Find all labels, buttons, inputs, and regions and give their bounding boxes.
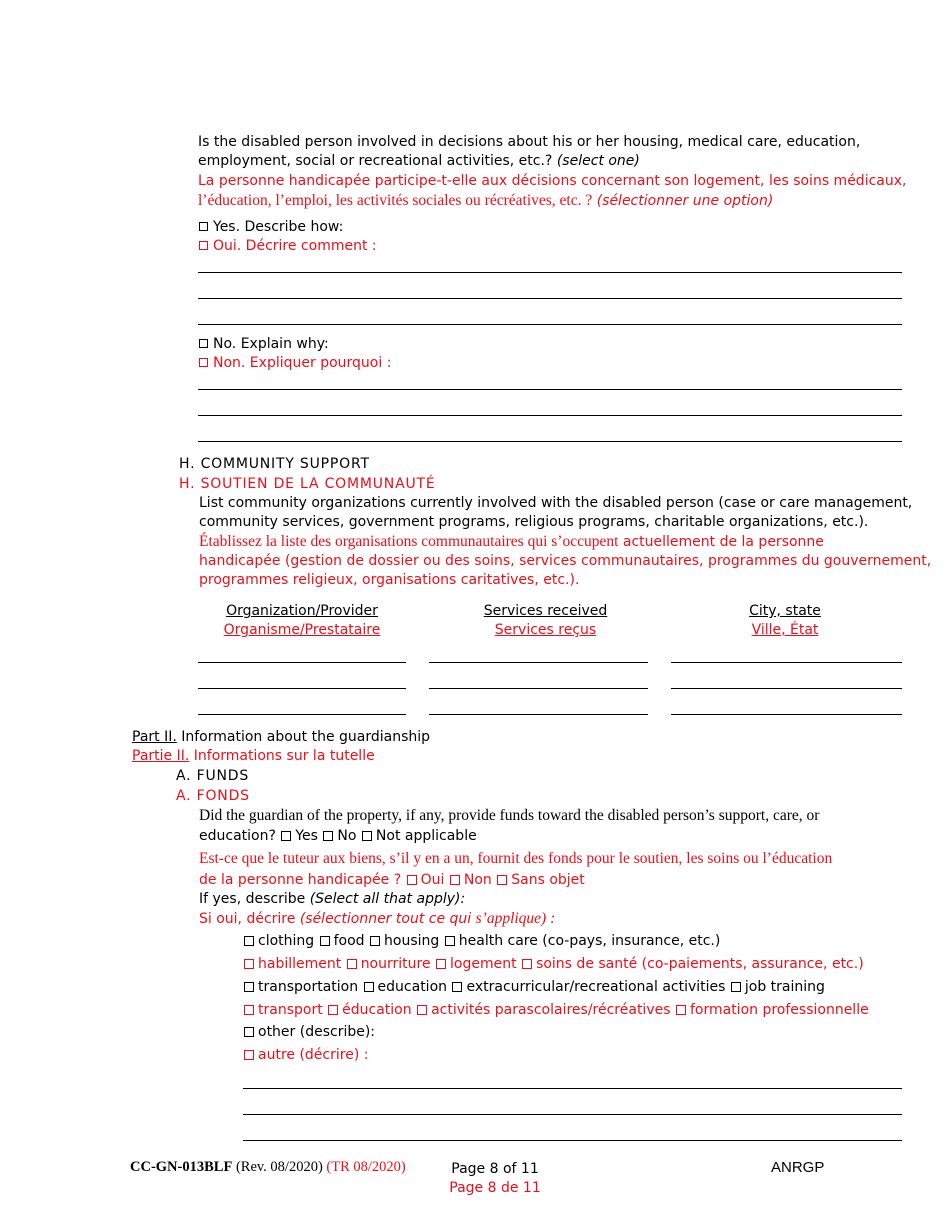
activites-parascolaires-checkbox[interactable] xyxy=(417,1005,427,1015)
extracurricular-checkbox[interactable] xyxy=(452,982,462,992)
yes-answer-line-3[interactable] xyxy=(198,324,902,325)
housing-checkbox[interactable] xyxy=(370,936,380,946)
food-checkbox[interactable] xyxy=(320,936,330,946)
non-checkbox[interactable] xyxy=(199,358,208,367)
col-header-services: Services received Services reçus xyxy=(483,603,608,638)
question-g-en xyxy=(198,133,860,171)
funds-row1-fr: habillement nourriture logement soins de santé (co-paiements, assurance, etc.) xyxy=(243,955,864,974)
other-option[interactable]: other (describe): xyxy=(243,1023,375,1042)
form-acronym: ANRGP xyxy=(771,1159,825,1176)
funds-yes-checkbox[interactable] xyxy=(281,831,291,841)
section-h-title-fr: H. SOUTIEN DE LA COMMUNAUTÉ xyxy=(179,476,436,492)
no-option[interactable]: No. Explain why: xyxy=(199,335,329,354)
other-answer-line-1[interactable] xyxy=(243,1088,902,1089)
formation-professionnelle-checkbox[interactable] xyxy=(676,1005,686,1015)
funds-question-fr: Est-ce que le tuteur aux biens, s’il y en a un, fournit des fonds pour le soutien, les soins ou l’éducation de la personne handicapée ? Oui Non Sans objet xyxy=(199,850,833,888)
services-line-1[interactable] xyxy=(429,662,648,663)
no-answer-line-3[interactable] xyxy=(198,441,902,442)
autre-option[interactable]: autre (décrire) : xyxy=(243,1046,368,1065)
autre-checkbox[interactable] xyxy=(244,1050,254,1060)
funds-row2-fr: transport éducation activités parascolaires/récréatives formation professionnelle xyxy=(243,1001,869,1020)
funds-sans-objet-checkbox[interactable] xyxy=(497,875,507,885)
other-answer-line-3[interactable] xyxy=(243,1140,902,1141)
oui-option[interactable]: Oui. Décrire comment : xyxy=(199,237,377,256)
nourriture-checkbox[interactable] xyxy=(347,959,357,969)
organization-line-1[interactable] xyxy=(198,662,406,663)
no-answer-line-2[interactable] xyxy=(198,415,902,416)
funds-heading-fr: A. FONDS xyxy=(176,788,250,804)
soins-de-sante-checkbox[interactable] xyxy=(522,959,532,969)
funds-oui-checkbox[interactable] xyxy=(407,875,417,885)
col-header-organization: Organization/Provider Organisme/Prestataire xyxy=(223,603,381,638)
yes-option[interactable]: Yes. Describe how: xyxy=(199,218,343,237)
question-g-en-line1: Is the disabled person involved in decisions about his or her housing, medical care, education, xyxy=(198,134,861,150)
form-code: CC-GN-013BLF (Rev. 08/2020) (TR 08/2020) xyxy=(130,1159,406,1175)
organization-line-2[interactable] xyxy=(198,688,406,689)
job-training-checkbox[interactable] xyxy=(731,982,741,992)
question-g-fr xyxy=(198,172,906,211)
yes-checkbox[interactable] xyxy=(199,222,208,231)
clothing-checkbox[interactable] xyxy=(244,936,254,946)
col-header-city: City, state Ville, État xyxy=(749,603,821,638)
funds-heading: A. FUNDS xyxy=(176,768,250,784)
no-checkbox[interactable] xyxy=(199,339,208,348)
part2-heading-fr: Partie II. Informations sur la tutelle xyxy=(132,748,375,764)
yes-answer-line-1[interactable] xyxy=(198,272,902,273)
health-care-checkbox[interactable] xyxy=(445,936,455,946)
habillement-checkbox[interactable] xyxy=(244,959,254,969)
part2-heading: Part II. Information about the guardianship xyxy=(132,729,431,745)
funds-na-checkbox[interactable] xyxy=(362,831,372,841)
funds-no-checkbox[interactable] xyxy=(323,831,333,841)
question-g-fr-line1: La personne handicapée participe-t-elle aux décisions concernant son logement, les soins médicaux, xyxy=(198,173,907,189)
funds-row1-en: clothing food housing health care (co-pays, insurance, etc.) xyxy=(243,932,720,951)
no-answer-line-1[interactable] xyxy=(198,389,902,390)
select-one-hint-fr: (sélectionner une option) xyxy=(596,193,774,209)
city-line-2[interactable] xyxy=(671,688,902,689)
if-yes-en: If yes, describe (Select all that apply): xyxy=(199,891,466,907)
section-h-description-fr: Établissez la liste des organisations communautaires qui s’occupent actuellement de la personne handicapée (gestion de dossier ou des soins, services communautaires, programmes du gouvernement, programmes religieux, organisations caritatives, etc.). xyxy=(199,533,932,588)
other-checkbox[interactable] xyxy=(244,1027,254,1037)
services-line-3[interactable] xyxy=(429,714,648,715)
transport-checkbox[interactable] xyxy=(244,1005,254,1015)
organization-line-3[interactable] xyxy=(198,714,406,715)
section-h-title: H. COMMUNITY SUPPORT xyxy=(179,456,370,472)
education-fr-checkbox[interactable] xyxy=(328,1005,338,1015)
education-checkbox[interactable] xyxy=(364,982,374,992)
city-line-3[interactable] xyxy=(671,714,902,715)
oui-checkbox[interactable] xyxy=(199,241,208,250)
non-option[interactable]: Non. Expliquer pourquoi : xyxy=(199,354,391,373)
page-number: Page 8 of 11 Page 8 de 11 xyxy=(449,1161,541,1196)
funds-non-checkbox[interactable] xyxy=(450,875,460,885)
funds-question-en: Did the guardian of the property, if any, provide funds toward the disabled person’s support, care, or education? Yes No Not applicable xyxy=(199,807,820,844)
services-line-2[interactable] xyxy=(429,688,648,689)
funds-row2-en: transportation education extracurricular/recreational activities job training xyxy=(243,978,825,997)
question-g-en-line2: employment, social or recreational activities, etc.? (select one) xyxy=(198,153,640,169)
city-line-1[interactable] xyxy=(671,662,902,663)
select-one-hint: (select one) xyxy=(556,153,640,169)
logement-checkbox[interactable] xyxy=(436,959,446,969)
section-h-description: List community organizations currently involved with the disabled person (case or care management, community services, government programs, religious programs, charitable organizations, etc.). xyxy=(199,495,913,530)
if-yes-fr: Si oui, décrire (sélectionner tout ce qui s’applique) : xyxy=(199,910,556,927)
question-g-fr-line2: l’éducation, l’emploi, les activités sociales ou récréatives, etc. ? (sélectionner une option) xyxy=(198,192,774,209)
other-answer-line-2[interactable] xyxy=(243,1114,902,1115)
transportation-checkbox[interactable] xyxy=(244,982,254,992)
yes-answer-line-2[interactable] xyxy=(198,298,902,299)
